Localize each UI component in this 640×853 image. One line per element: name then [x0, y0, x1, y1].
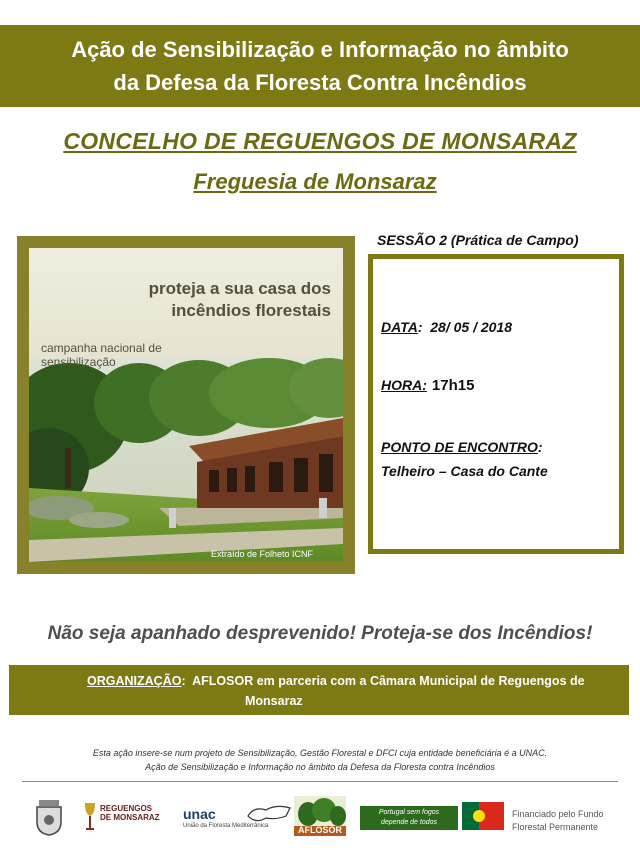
leaflet-title [101, 278, 331, 322]
fund-line-1: Financiado pelo Fundo [512, 809, 604, 819]
coat-of-arms-icon [34, 800, 64, 836]
footnote-line-1: Esta ação insere-se num projeto de Sensibilização, Gestão Florestal e DFCI cuja entidade beneficiária é a UNAC. [92, 748, 548, 758]
slogan: Não seja apanhado desprevenido! Proteja-se dos Incêndios! [47, 623, 593, 644]
aflosor-logo-text: AFLOSOR [298, 825, 342, 835]
organization-line-1: ORGANIZAÇÃO: AFLOSOR em parceria com a Câmara Municipal de Reguengos de [87, 674, 585, 688]
time-value: 17h15 [431, 377, 475, 394]
header-banner [0, 25, 640, 107]
footnote-line-2: Ação de Sensibilização e Informação no âmbito da Defesa da Floresta contra Incêndios [145, 762, 495, 772]
organization-text-2: Monsaraz [245, 694, 303, 708]
meeting-point-value: Telheiro – Casa do Cante [381, 463, 548, 479]
time-row [381, 377, 474, 394]
wine-glass-icon [84, 802, 96, 832]
fund-line-2: Florestal Permanente [512, 822, 599, 832]
house-forest-photo [29, 358, 343, 562]
reguengos-line-2: DE MONSARAZ [100, 813, 160, 822]
date-label: DATA [381, 319, 418, 335]
leaflet-subtitle-line-1: campanha nacional de [41, 341, 162, 355]
date-value: 28/ 05 / 2018 [430, 319, 513, 335]
concelho-title: CONCELHO DE REGUENGOS DE MONSARAZ [63, 128, 577, 154]
header-line-1: Ação de Sensibilização e Informação no âmbito [71, 37, 569, 62]
session-box [368, 254, 624, 554]
date-row: DATA: 28/ 05 / 2018 [381, 319, 513, 335]
unac-subtitle: União da Floresta Mediterrânica [183, 823, 269, 829]
portugal-sem-fogos-logo [360, 806, 458, 830]
unac-logo-text: unac [183, 806, 216, 822]
organization-label: ORGANIZAÇÃO [87, 674, 182, 688]
leaflet-title-line-1: proteja a sua casa dos [148, 279, 331, 298]
leaflet-title-line-2: incêndios florestais [171, 301, 331, 320]
session-title: SESSÃO 2 (Prática de Campo) [377, 232, 579, 248]
freguesia-title: Freguesia de Monsaraz [193, 169, 437, 194]
photo-credit: Extraído de Folheto ICNF [210, 549, 313, 559]
portugal-line-1: Portugal sem fogos [378, 809, 440, 816]
footnote [0, 746, 640, 774]
sponsor-logos [0, 790, 640, 850]
time-label: HORA: [381, 377, 427, 393]
organization-band [9, 665, 629, 715]
meeting-label: PONTO DE ENCONTRO [381, 439, 538, 455]
meeting-point-row: PONTO DE ENCONTRO: [381, 439, 543, 455]
reguengos-logo-text [100, 804, 160, 822]
reguengos-line-1: REGUENGOS [100, 804, 153, 813]
footer-divider [22, 781, 618, 782]
organization-text-1: AFLOSOR em parceria com a Câmara Municipal de Reguengos de [192, 674, 585, 688]
unac-map-icon [246, 802, 292, 826]
header-line-2: da Defesa da Floresta Contra Incêndios [113, 70, 527, 95]
leaflet-subtitle [41, 341, 201, 369]
leaflet-subtitle-line-2: sensibilização [41, 355, 116, 369]
portugal-line-2: depende de todos [380, 819, 438, 826]
fund-text [512, 808, 604, 834]
portugal-flag-icon [462, 802, 504, 834]
leaflet-image [17, 236, 355, 574]
